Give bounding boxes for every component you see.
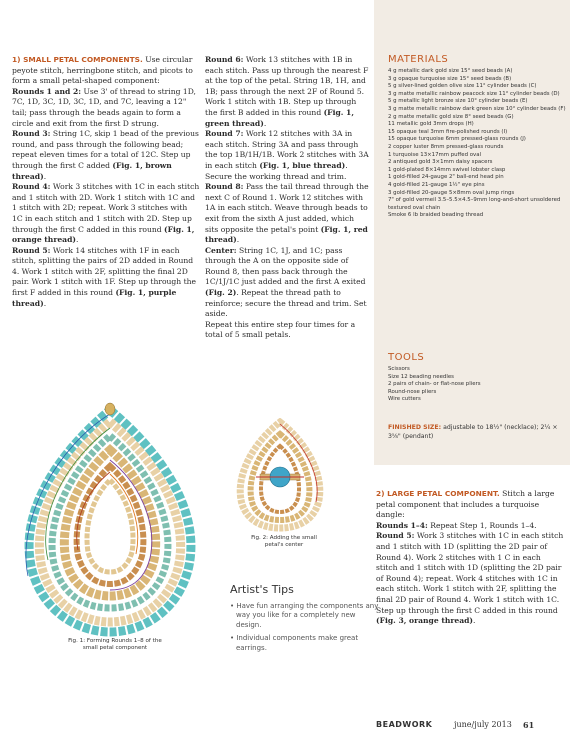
material-item: 2 g matte metallic gold size 8° seed beads (G) bbox=[388, 113, 514, 120]
step2-heading: 2) LARGE PETAL COMPONENT. bbox=[376, 489, 500, 498]
step1-heading: 1) SMALL PETAL COMPONENTS. bbox=[12, 55, 143, 64]
tool-item: Wire cutters bbox=[388, 396, 421, 403]
material-item: 4 gold-filled 21-gauge 1½" eye pins bbox=[388, 181, 485, 188]
artists-tips-title: Artist's Tips bbox=[230, 583, 294, 596]
material-item: 2 copper luster 8mm pressed-glass rounds bbox=[388, 143, 504, 150]
material-item: 1 gold-plated 8×14mm swivel lobster clasp bbox=[388, 166, 506, 173]
step1-intro: 1) SMALL PETAL COMPONENTS. Use circular peyote stitch, herringbone stitch, and picots to form a small petal-shaped component: bbox=[12, 55, 193, 86]
step1-round-4: Round 4: Work 3 stitches with 1C in each stitch and 1 stitch with 2D. Work 1 stitch with 1C and 1 stitch with 2D; repeat. Work 3 stitches with 1C in each stitch and 1 stitch with 2D. Step up through the first C added in this round (Fig. 1, orange thread). bbox=[12, 182, 200, 245]
tool-item: Round-nose pliers bbox=[388, 388, 437, 395]
artists-tips-list bbox=[230, 602, 380, 657]
step1-center: Center: String 1C, 1J, and 1C; pass through the A on the opposite side of Round 8, then pass back through the 1C/1J/1C just added and the first A exited (Fig. 2). Repeat the thread path to reinforce; secure the thread and trim. Set aside. bbox=[205, 245, 367, 319]
tool-item: Size 12 beading needles bbox=[388, 373, 454, 380]
material-item: 11 metallic gold 3mm drops (H) bbox=[388, 121, 474, 128]
tool-item: 2 pairs of chain- or flat-nose pliers bbox=[388, 381, 481, 388]
materials-list bbox=[388, 68, 566, 220]
figure-2-petal-center-diagram bbox=[230, 418, 330, 533]
step2-intro: 2) LARGE PETAL COMPONENT. Stitch a large petal component that includes a turquoise dangle: bbox=[376, 489, 555, 520]
small-petal-column-2 bbox=[205, 55, 369, 341]
material-item: 5 g silver-lined golden olive size 11° cylinder beads (C) bbox=[388, 83, 537, 90]
step1-round-8: Round 8: Pass the tail thread through the next C of Round 1. Work 12 stitches with 1A in each stitch. Weave through beads to exit from the sixth A just added, which sits opposite the petal's point (Fig. 1, red thread). bbox=[205, 182, 369, 245]
material-item: 1 turquoise 13×17mm puffed oval bbox=[388, 151, 482, 158]
materials-title: MATERIALS bbox=[388, 54, 449, 65]
material-item: Smoke 6 lb braided beading thread bbox=[388, 212, 484, 219]
materials-sidebar bbox=[374, 0, 570, 465]
figure-1-small-petal-diagram bbox=[8, 400, 213, 640]
figure-1-caption: Fig. 1: Forming Rounds 1–8 of the small petal component bbox=[68, 638, 162, 651]
material-item: 3 g matte metallic rainbow dark green size 10° cylinder beads (F) bbox=[388, 105, 566, 112]
step2-round-5: Round 5: Work 3 stitches with 1C in each stitch and 1 stitch with 1D (splitting the 2D pair of Round 4). Work 2 stitches with 1 C in each stitch and 1 stitch with 1D (splitting the 2D pair of Round 4); repeat. Work 4 stitches with 1C in each stitch. Work 1 stitch with 2F, splitting the final 2D pair of Round 4. Work 1 stitch with 1C. Step up through the first C added in this round (Fig. 3, orange thread). bbox=[376, 531, 564, 626]
issue-date: june/july 2013 bbox=[454, 720, 512, 729]
material-item: 5 g metallic light bronze size 10° cylinder beads (E) bbox=[388, 98, 528, 105]
material-item: 4 g metallic dark gold size 15° seed beads (A) bbox=[388, 68, 513, 74]
step1-repeat: Repeat this entire step four times for a total of 5 small petals. bbox=[205, 319, 356, 340]
step1-round-5: Round 5: Work 14 stitches with 1F in each stitch, splitting the pairs of 2D added in Round 4. Work 1 stitch with 2F, splitting the final 2D pair. Work 1 stitch with 1F. Step up through the first F added in this round (Fig. 1, purple thread). bbox=[12, 245, 197, 308]
material-item: 15 opaque turquoise 6mm pressed-glass rounds (J) bbox=[388, 136, 526, 143]
material-item: 15 opaque teal 3mm fire-polished rounds (I) bbox=[388, 128, 508, 135]
large-petal-column bbox=[376, 489, 564, 627]
step1-round-3: Round 3: String 1C, skip 1 bead of the previous round, and pass through the following bead; repeat eleven times for a total of 12C. Step up through the first C added (Fig. 1, brown thread). bbox=[12, 129, 199, 181]
tip-item: • Individual components make great earrings. bbox=[230, 634, 359, 652]
step1-round-7: Round 7: Work 12 stitches with 3A in each stitch. String 3A and pass through the top 1B/1H/1B. Work 2 stitches with 3A in each stitch (Fig. 1, blue thread). Secure the working thread and trim. bbox=[205, 129, 369, 181]
tip-item: • Have fun arranging the components any way you like for a completely new design. bbox=[230, 602, 379, 629]
finished-size: FINISHED SIZE: adjustable to 18½" (necklace); 2¼ × 3⅝" (pendant) bbox=[388, 424, 558, 440]
tools-list bbox=[388, 366, 566, 404]
step1-round-1-2: Rounds 1 and 2: Use 3' of thread to string 1D, 7C, 1D, 3C, 1D, 3C, 1D, and 7C, leaving a 12" tail; pass through the beads again to form a circle and exit from the first D strung. bbox=[12, 86, 196, 128]
page-number: 61 bbox=[523, 720, 535, 730]
material-item: 3 gold-filled 20-gauge 5×8mm oval jump rings bbox=[388, 189, 515, 196]
step1-round-6: Round 6: Work 13 stitches with 1B in each stitch. Pass up through the nearest F at the top of the petal. String 1B, 1H, and 1B; pass through the next 2F of Round 5. Work 1 stitch with 1B. Step up through the first B added in this round (Fig. 1, green thread). bbox=[205, 55, 369, 128]
material-item: 1 gold-filled 24-gauge 2" ball-end head pin bbox=[388, 174, 504, 181]
figure-2-caption: Fig. 2: Adding the small petal's center bbox=[251, 535, 317, 548]
material-item: 3 g matte metallic rainbow peacock size 11° cylinder beads (D) bbox=[388, 90, 560, 97]
small-petal-column bbox=[12, 55, 200, 309]
material-item: 2 antiqued gold 3×1mm daisy spacers bbox=[388, 159, 493, 166]
material-item: 3 g opaque turquoise size 15° seed beads (B) bbox=[388, 75, 512, 82]
tools-title: TOOLS bbox=[388, 352, 425, 363]
tool-item: Scissors bbox=[388, 366, 410, 372]
step2-rounds-1-4: Rounds 1–4: Repeat Step 1, Rounds 1–4. bbox=[376, 520, 537, 530]
material-item: 7" of gold vermeil 3.5–5.5×4.5–9mm long-and-short unsoldered textured oval chain bbox=[388, 197, 561, 211]
magazine-name: BEADWORK bbox=[376, 720, 433, 729]
